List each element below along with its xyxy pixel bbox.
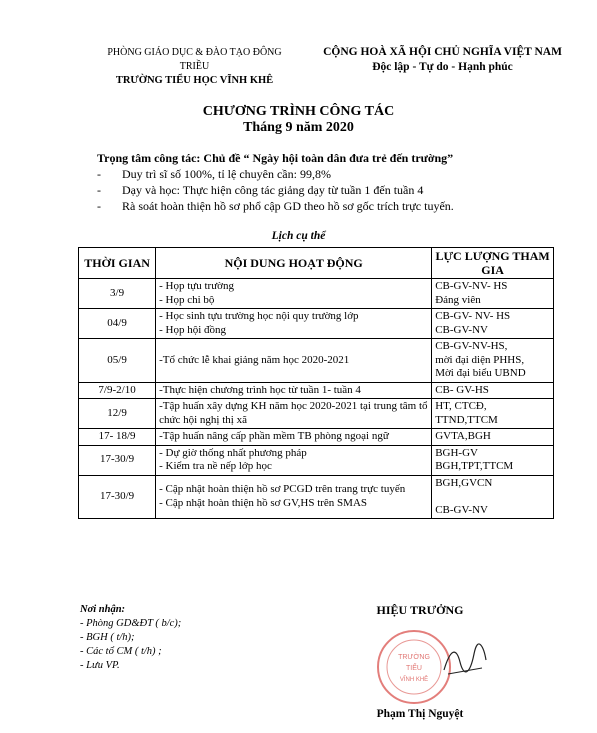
focus-item: - Dạy và học: Thực hiện công tác giảng dạy từ tuần 1 đến tuần 4 — [97, 182, 567, 198]
cell-time: 17-30/9 — [79, 445, 156, 475]
schedule-table — [78, 247, 554, 519]
force-line: CB-GV-NV-HS, — [435, 340, 508, 352]
cell-content — [156, 309, 432, 339]
cell-force — [432, 279, 554, 309]
content-line: -Thực hiện chương trình học từ tuần 1- tuần 4 — [159, 383, 361, 396]
cell-content — [156, 382, 432, 399]
cell-force — [432, 309, 554, 339]
table-row — [79, 339, 554, 383]
nation-header — [315, 45, 570, 75]
force-line — [435, 490, 550, 504]
force-line: HT, CTCĐ, — [435, 400, 487, 412]
signer-name: Phạm Thị Nguyệt — [376, 708, 464, 720]
force-line: CB-GV-NV — [435, 323, 488, 336]
cell-force — [432, 445, 554, 475]
title-main: CHƯƠNG TRÌNH CÔNG TÁC — [202, 104, 395, 119]
force-line: CB-GV-NV — [435, 503, 488, 516]
focus-list — [97, 166, 567, 214]
force-line: Mời đại biểu UBND — [435, 367, 526, 379]
force-line: CB-GV-NV- HS — [435, 280, 508, 292]
content-line: - Họp chi bộ — [159, 293, 215, 306]
issuer-org: PHÒNG GIÁO DỤC & ĐÀO TẠO ĐÔNG TRIỀU — [107, 47, 282, 72]
cell-time: 7/9-2/10 — [79, 382, 156, 399]
table-row — [79, 429, 554, 446]
force-line: BGH-GV — [435, 446, 478, 459]
content-line: -Tổ chức lễ khai giảng năm học 2020-2021 — [159, 353, 350, 366]
nation-name: CỘNG HOÀ XÃ HỘI CHỦ NGHĨA VIỆT NAM — [323, 46, 562, 58]
cell-content — [156, 339, 432, 383]
cell-time: 3/9 — [79, 279, 156, 309]
cell-force — [432, 382, 554, 399]
receiver-item: - Lưu VP. — [80, 660, 120, 671]
signer-title: HIỆU TRƯỞNG — [376, 603, 464, 617]
content-line: - Họp hội đồng — [159, 323, 227, 336]
focus-heading: Trọng tâm công tác: Chủ đề “ Ngày hội toàn dân đưa trẻ đến trường” — [97, 151, 454, 165]
content-line: - Học sinh tựu trường học nội quy trường lớp — [159, 310, 359, 322]
force-line: Đảng viên — [435, 293, 481, 306]
document-title — [0, 104, 597, 136]
content-line: - Dự giờ thống nhất phương pháp — [159, 446, 307, 459]
table-row — [79, 309, 554, 339]
svg-text:VĨNH KHÊ: VĨNH KHÊ — [399, 677, 429, 683]
content-line: - Kiểm tra nề nếp lớp học — [159, 460, 272, 472]
table-header-row — [79, 248, 554, 279]
receivers-block — [80, 603, 280, 673]
cell-content — [156, 445, 432, 475]
focus-item: - Rà soát hoàn thiện hồ sơ phổ cập GD theo hồ sơ gốc trích trực tuyến. — [97, 198, 567, 214]
force-line: GVTA,BGH — [435, 430, 491, 442]
force-line: BGH,GVCN — [435, 476, 493, 489]
cell-time: 17-30/9 — [79, 475, 156, 519]
cell-force — [432, 339, 554, 383]
force-line: BGH,TPT,TTCM — [435, 460, 514, 472]
cell-content — [156, 279, 432, 309]
force-line: CB-GV- NV- HS — [435, 310, 511, 322]
focus-section — [97, 150, 567, 214]
header-force: LỰC LƯỢNG THAM GIA — [432, 248, 554, 279]
signature-icon — [440, 640, 490, 680]
cell-content — [156, 429, 432, 446]
cell-time: 12/9 — [79, 399, 156, 429]
receiver-item: - Các tổ CM ( t/h) ; — [80, 646, 162, 657]
content-line: -Tập huấn nâng cấp phần mềm TB phòng ngoại ngữ — [159, 430, 389, 442]
svg-text:TRƯỜNG: TRƯỜNG — [398, 654, 430, 661]
force-line: mời đại diện PHHS, — [435, 353, 525, 366]
issuer-header — [92, 46, 297, 88]
cell-time: 17- 18/9 — [79, 429, 156, 446]
header-time: THỜI GIAN — [79, 248, 156, 279]
force-line: CB- GV-HS — [435, 383, 489, 396]
receivers-label: Nơi nhận: — [80, 604, 126, 615]
table-row — [79, 399, 554, 429]
content-line: -Tập huấn xây dựng KH năm học 2020-2021 tại trung tâm tổ chức hội nghị thị xã — [159, 400, 428, 426]
table-row — [79, 475, 554, 519]
cell-time: 05/9 — [79, 339, 156, 383]
receiver-item: - BGH ( t/h); — [80, 632, 135, 643]
nation-motto: Độc lập - Tự do - Hạnh phúc — [372, 61, 513, 73]
cell-content — [156, 399, 432, 429]
schedule-subtitle: Lịch cụ thể — [271, 230, 326, 242]
header-content: NỘI DUNG HOẠT ĐỘNG — [156, 248, 432, 279]
title-month: Tháng 9 năm 2020 — [243, 120, 354, 135]
svg-text:TIỂU: TIỂU — [406, 665, 422, 672]
cell-force — [432, 429, 554, 446]
cell-force — [432, 399, 554, 429]
cell-time: 04/9 — [79, 309, 156, 339]
table-row — [79, 279, 554, 309]
table-row — [79, 382, 554, 399]
content-line: - Họp tựu trường — [159, 280, 234, 292]
focus-item: - Duy trì sĩ số 100%, tỉ lệ chuyên cần: 99,8% — [97, 166, 567, 182]
receiver-item: - Phòng GD&ĐT ( b/c); — [80, 618, 182, 629]
issuer-school: TRƯỜNG TIỂU HỌC VĨNH KHÊ — [115, 75, 274, 86]
cell-force — [432, 475, 554, 519]
content-line: - Cập nhật hoàn thiện hồ sơ PCGD trên trang trực tuyến — [159, 483, 406, 496]
force-line: TTND,TTCM — [435, 413, 498, 426]
cell-content — [156, 475, 432, 519]
content-line: - Cập nhật hoàn thiện hồ sơ GV,HS trên SMAS — [159, 496, 368, 509]
table-row — [79, 445, 554, 475]
